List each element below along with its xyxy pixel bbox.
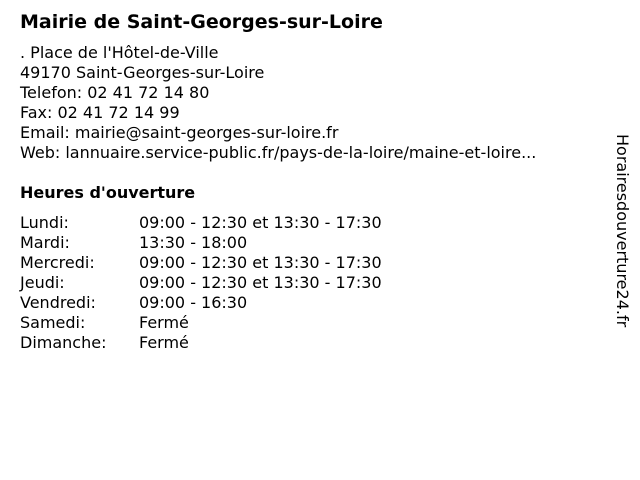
day-hours: 13:30 - 18:00 xyxy=(139,233,248,252)
hours-heading: Heures d'ouverture xyxy=(20,183,196,202)
contact-info xyxy=(20,43,536,163)
day-label: Dimanche: xyxy=(20,333,107,352)
day-label: Jeudi: xyxy=(20,273,65,292)
phone-line: Telefon: 02 41 72 14 80 xyxy=(20,83,210,102)
hours-row-friday xyxy=(20,293,382,313)
page-title: Mairie de Saint-Georges-sur-Loire xyxy=(20,11,383,33)
hours-row-saturday xyxy=(20,313,382,333)
day-hours: 09:00 - 12:30 et 13:30 - 17:30 xyxy=(139,273,382,292)
email-line: Email: mairie@saint-georges-sur-loire.fr xyxy=(20,123,339,142)
day-hours: 09:00 - 12:30 et 13:30 - 17:30 xyxy=(139,253,382,272)
address-line-2: 49170 Saint-Georges-sur-Loire xyxy=(20,63,265,82)
day-label: Mercredi: xyxy=(20,253,95,272)
day-label: Samedi: xyxy=(20,313,86,332)
hours-row-sunday xyxy=(20,333,382,353)
day-hours: 09:00 - 16:30 xyxy=(139,293,248,312)
hours-row-monday xyxy=(20,213,382,233)
day-label: Vendredi: xyxy=(20,293,96,312)
web-line: Web: lannuaire.service-public.fr/pays-de-la-loire/maine-et-loire... xyxy=(20,143,537,162)
day-label: Lundi: xyxy=(20,213,69,232)
site-watermark: Horairesdouverture24.fr xyxy=(613,134,632,328)
day-label: Mardi: xyxy=(20,233,70,252)
fax-line: Fax: 02 41 72 14 99 xyxy=(20,103,180,122)
day-hours: Fermé xyxy=(139,333,189,352)
day-hours: 09:00 - 12:30 et 13:30 - 17:30 xyxy=(139,213,382,232)
hours-row-wednesday xyxy=(20,253,382,273)
address-line-1: . Place de l'Hôtel-de-Ville xyxy=(20,43,219,62)
hours-table xyxy=(20,213,382,353)
hours-row-thursday xyxy=(20,273,382,293)
day-hours: Fermé xyxy=(139,313,189,332)
hours-row-tuesday xyxy=(20,233,382,253)
